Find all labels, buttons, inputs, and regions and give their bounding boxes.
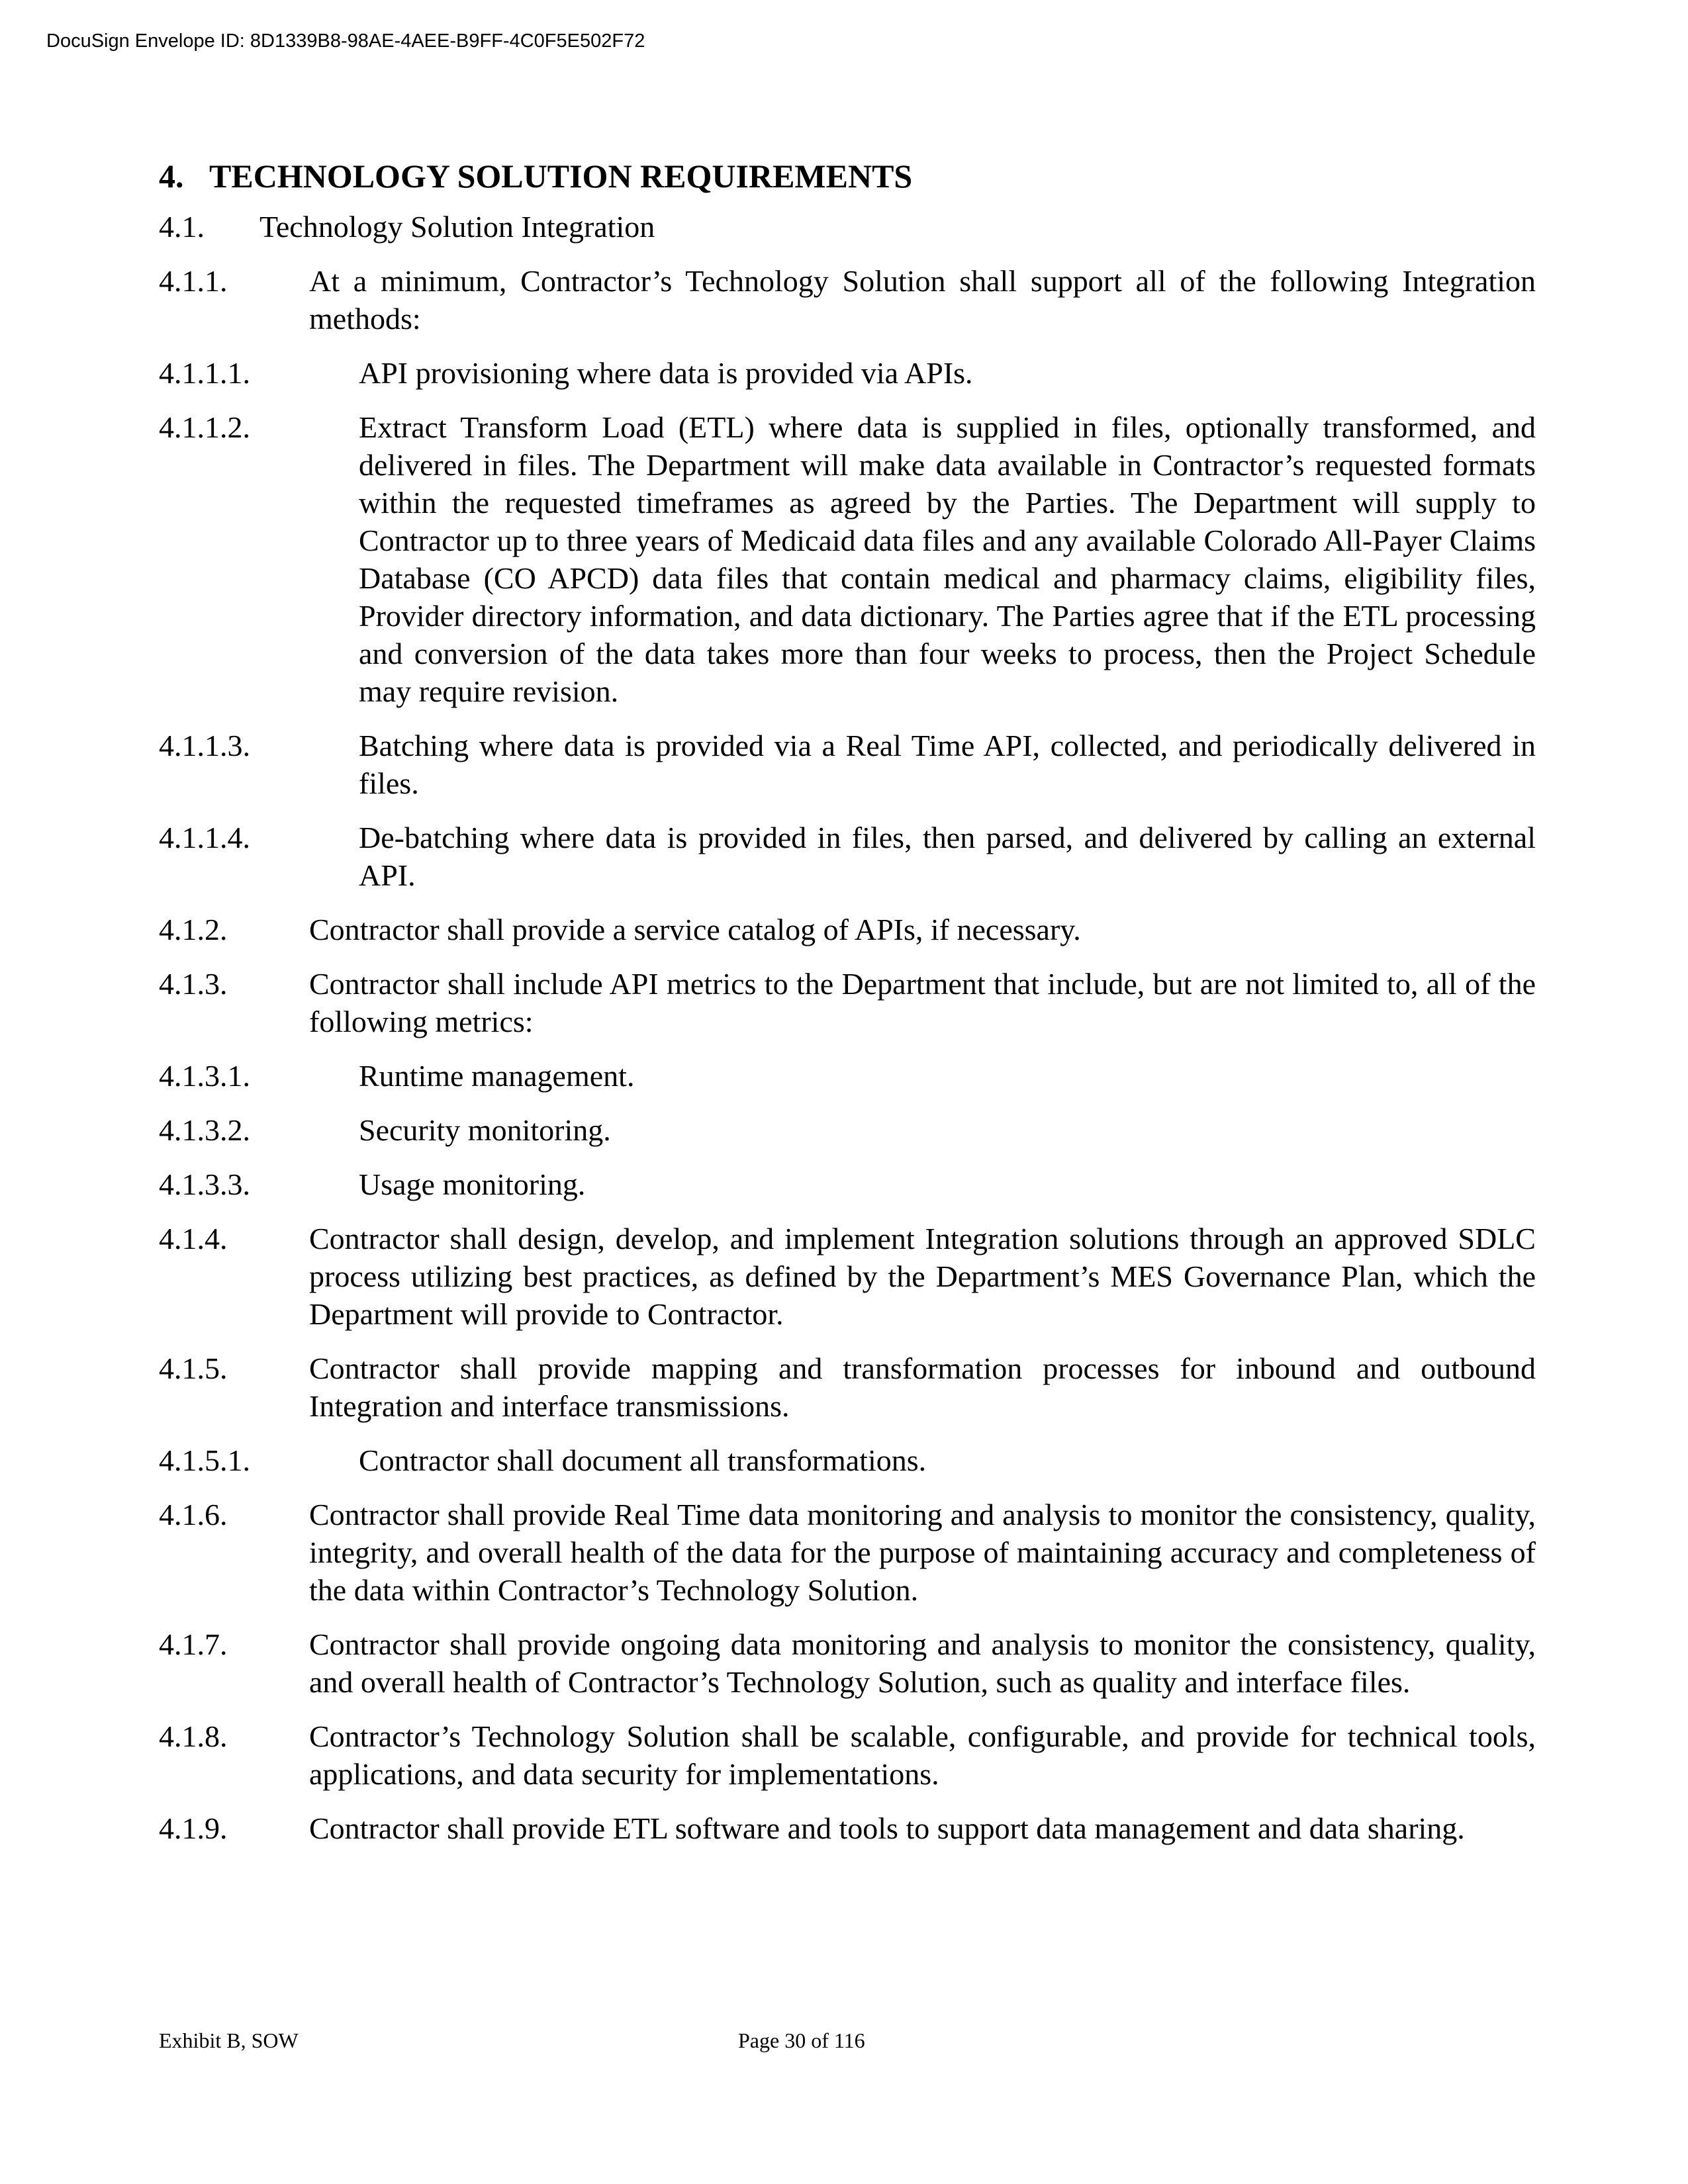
requirement-text: De-batching where data is provided in files, then parsed, and delivered by calling an external API. <box>359 821 1536 892</box>
requirement-number: 4.1.2. <box>159 913 228 946</box>
requirement-number: 4.1.3.1. <box>159 1059 250 1093</box>
requirement-number: 4.1.1.1. <box>159 356 250 390</box>
requirement-number: 4.1.1.3. <box>159 729 250 762</box>
requirement-text: Technology Solution Integration <box>259 210 655 244</box>
requirement-number: 4.1.1. <box>159 264 228 298</box>
requirement-number: 4.1.6. <box>159 1498 228 1531</box>
requirement-text: API provisioning where data is provided via APIs. <box>359 356 973 390</box>
requirement-item <box>159 208 1536 246</box>
requirement-number: 4.1.5. <box>159 1351 228 1385</box>
requirement-item <box>159 1111 1536 1149</box>
requirement-number: 4.1.3.2. <box>159 1113 250 1147</box>
requirement-number: 4.1.1.2. <box>159 410 250 444</box>
requirement-text: Contractor shall provide Real Time data monitoring and analysis to monitor the consistency, quality, integrity, and overall health of the data for the purpose of maintaining accuracy and completeness of the data within Contractor’s Technology Solution. <box>309 1498 1536 1607</box>
requirement-text: Extract Transform Load (ETL) where data is supplied in files, optionally transformed, and delivered in files. The Department will make data available in Contractor’s requested formats within the requested timeframes as agreed by the Parties. The Department will supply to Contractor up to three years of Medicaid data files and any available Colorado All-Payer Claims Database (CO APCD) data files that contain medical and pharmacy claims, eligibility files, Provider directory information, and data dictionary. The Parties agree that if the ETL processing and conversion of the data takes more than four weeks to process, then the Project Schedule may require revision. <box>359 410 1536 708</box>
requirement-number: 4.1.9. <box>159 1811 228 1845</box>
requirement-text: Usage monitoring. <box>359 1167 586 1201</box>
docusign-envelope-id: DocuSign Envelope ID: 8D1339B8-98AE-4AEE-B9FF-4C0F5E502F72 <box>46 30 645 52</box>
requirement-text: Contractor shall provide a service catalog of APIs, if necessary. <box>309 913 1081 946</box>
requirement-item <box>159 911 1536 948</box>
footer-page-number: Page 30 of 116 <box>738 2028 865 2052</box>
requirement-item <box>159 1441 1536 1479</box>
section-title: TECHNOLOGY SOLUTION REQUIREMENTS <box>209 158 913 195</box>
requirement-item <box>159 1496 1536 1609</box>
requirement-text: Contractor shall design, develop, and implement Integration solutions through an approved SDLC process utilizing best practices, as defined by the Department’s MES Governance Plan, which the Department will provide to Contractor. <box>309 1222 1536 1331</box>
footer-exhibit-label: Exhibit B, SOW <box>159 2028 299 2052</box>
requirement-number: 4.1.3.3. <box>159 1167 250 1201</box>
requirement-text: At a minimum, Contractor’s Technology Solution shall support all of the following Integration methods: <box>309 264 1536 336</box>
requirement-item <box>159 819 1536 894</box>
document-body <box>159 156 1536 1864</box>
requirement-item <box>159 354 1536 392</box>
requirement-text: Contractor shall provide mapping and transformation processes for inbound and outbound Integration and interface transmissions. <box>309 1351 1536 1423</box>
section-heading <box>159 156 1536 196</box>
requirement-item <box>159 1165 1536 1203</box>
requirement-number: 4.1.1.4. <box>159 821 250 854</box>
requirement-text: Contractor’s Technology Solution shall be scalable, configurable, and provide for technical tools, applications, and data security for implementations. <box>309 1719 1536 1791</box>
requirement-text: Security monitoring. <box>359 1113 611 1147</box>
requirement-number: 4.1. <box>159 210 205 244</box>
requirements-list <box>159 208 1536 1847</box>
requirement-text: Batching where data is provided via a Real Time API, collected, and periodically delivered in files. <box>359 729 1536 800</box>
requirement-item <box>159 262 1536 338</box>
requirement-number: 4.1.4. <box>159 1222 228 1255</box>
requirement-item <box>159 408 1536 710</box>
requirement-item <box>159 1717 1536 1793</box>
requirement-item <box>159 1625 1536 1701</box>
requirement-number: 4.1.7. <box>159 1627 228 1661</box>
requirement-item <box>159 1220 1536 1333</box>
requirement-text: Contractor shall include API metrics to the Department that include, but are not limited to, all of the following metrics: <box>309 967 1536 1038</box>
section-number: 4. <box>159 158 184 195</box>
requirement-item <box>159 1809 1536 1847</box>
requirement-item <box>159 965 1536 1040</box>
requirement-number: 4.1.3. <box>159 967 228 1001</box>
requirement-number: 4.1.5.1. <box>159 1443 250 1477</box>
requirement-item <box>159 727 1536 802</box>
requirement-item <box>159 1057 1536 1095</box>
requirement-text: Contractor shall document all transformations. <box>359 1443 927 1477</box>
requirement-text: Contractor shall provide ongoing data monitoring and analysis to monitor the consistency, quality, and overall health of Contractor’s Technology Solution, such as quality and interface files. <box>309 1627 1536 1699</box>
requirement-text: Contractor shall provide ETL software and tools to support data management and data sharing. <box>309 1811 1465 1845</box>
requirement-number: 4.1.8. <box>159 1719 228 1753</box>
requirement-text: Runtime management. <box>359 1059 635 1093</box>
requirement-item <box>159 1349 1536 1425</box>
